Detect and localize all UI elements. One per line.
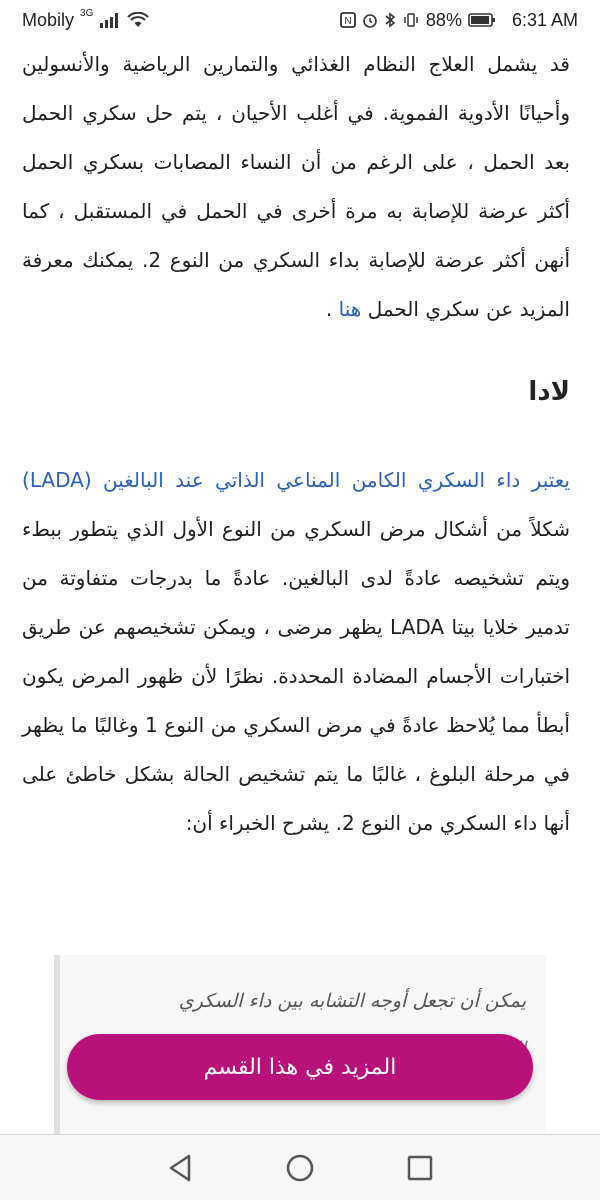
- alarm-icon: [362, 12, 378, 28]
- status-bar: [0, 0, 600, 40]
- status-left: [22, 7, 149, 31]
- here-link[interactable]: هنا: [338, 297, 362, 321]
- lada-text: شكلاً من أشكال مرض السكري من النوع الأول الذي يتطور ببطء ويتم تشخيصه عادةً لدى البالغين. عادةً ما بدرجات متفاوتة من تدمير خلايا بيتا LADA يظهر مرضى ، ويمكن تشخيصهم عن طريق اختبارات الأجسام المضادة المحددة. نظرًا لأن ظهور المرض يكون أبطأ مما يُلاحظ عادةً في مرض السكري من النوع 1 وغالبًا ما يظهر في مرحلة البلوغ ، غالبًا ما يتم تشخيص الحالة بشكل خاطئ على أنها داء السكري من النوع 2. يشرح الخبراء أن:: [22, 517, 570, 835]
- wifi-icon: [127, 12, 149, 28]
- article-content: [22, 40, 570, 848]
- period-text: .: [325, 297, 339, 321]
- gestational-paragraph: [22, 40, 570, 334]
- svg-text:N: N: [344, 16, 352, 27]
- back-icon[interactable]: [160, 1148, 200, 1188]
- clock-time: 6:31 AM: [511, 9, 578, 30]
- carrier-name: Mobily: [22, 9, 75, 30]
- home-icon[interactable]: [280, 1148, 320, 1188]
- nfc-icon: [340, 12, 356, 28]
- bluetooth-icon: [384, 12, 396, 28]
- network-type: 3G: [80, 7, 94, 19]
- battery-percent: 88%: [425, 9, 462, 30]
- status-right: [340, 10, 578, 31]
- navigation-bar: [0, 1134, 600, 1200]
- recents-icon[interactable]: [400, 1148, 440, 1188]
- vibrate-icon: [402, 12, 420, 28]
- quote-line-1: يمكن أن تجعل أوجه التشابه بين داء السكري: [178, 990, 526, 1012]
- section-heading-lada: لادا: [528, 377, 570, 407]
- gestational-text: قد يشمل العلاج النظام الغذائي والتمارين الرياضية والأنسولين وأحيانًا الأدوية الفموية. في أغلب الأحيان ، يتم حل سكري الحمل بعد الحمل ، على الرغم من أن النساء المصابات بسكري الحمل أكثر عرضة للإصابة به مرة أخرى في الحمل في المستقبل ، كما أنهن أكثر عرضة للإصابة بداء السكري من النوع 2. يمكنك معرفة المزيد عن سكري الحمل: [22, 52, 570, 321]
- signal-icon: [99, 12, 121, 28]
- battery-icon: [468, 12, 496, 28]
- lada-paragraph: [22, 456, 570, 848]
- lada-link[interactable]: يعتبر داء السكري الكامن المناعي الذاتي عند البالغين (LADA): [22, 468, 570, 492]
- more-in-section-button[interactable]: المزيد في هذا القسم: [67, 1034, 533, 1100]
